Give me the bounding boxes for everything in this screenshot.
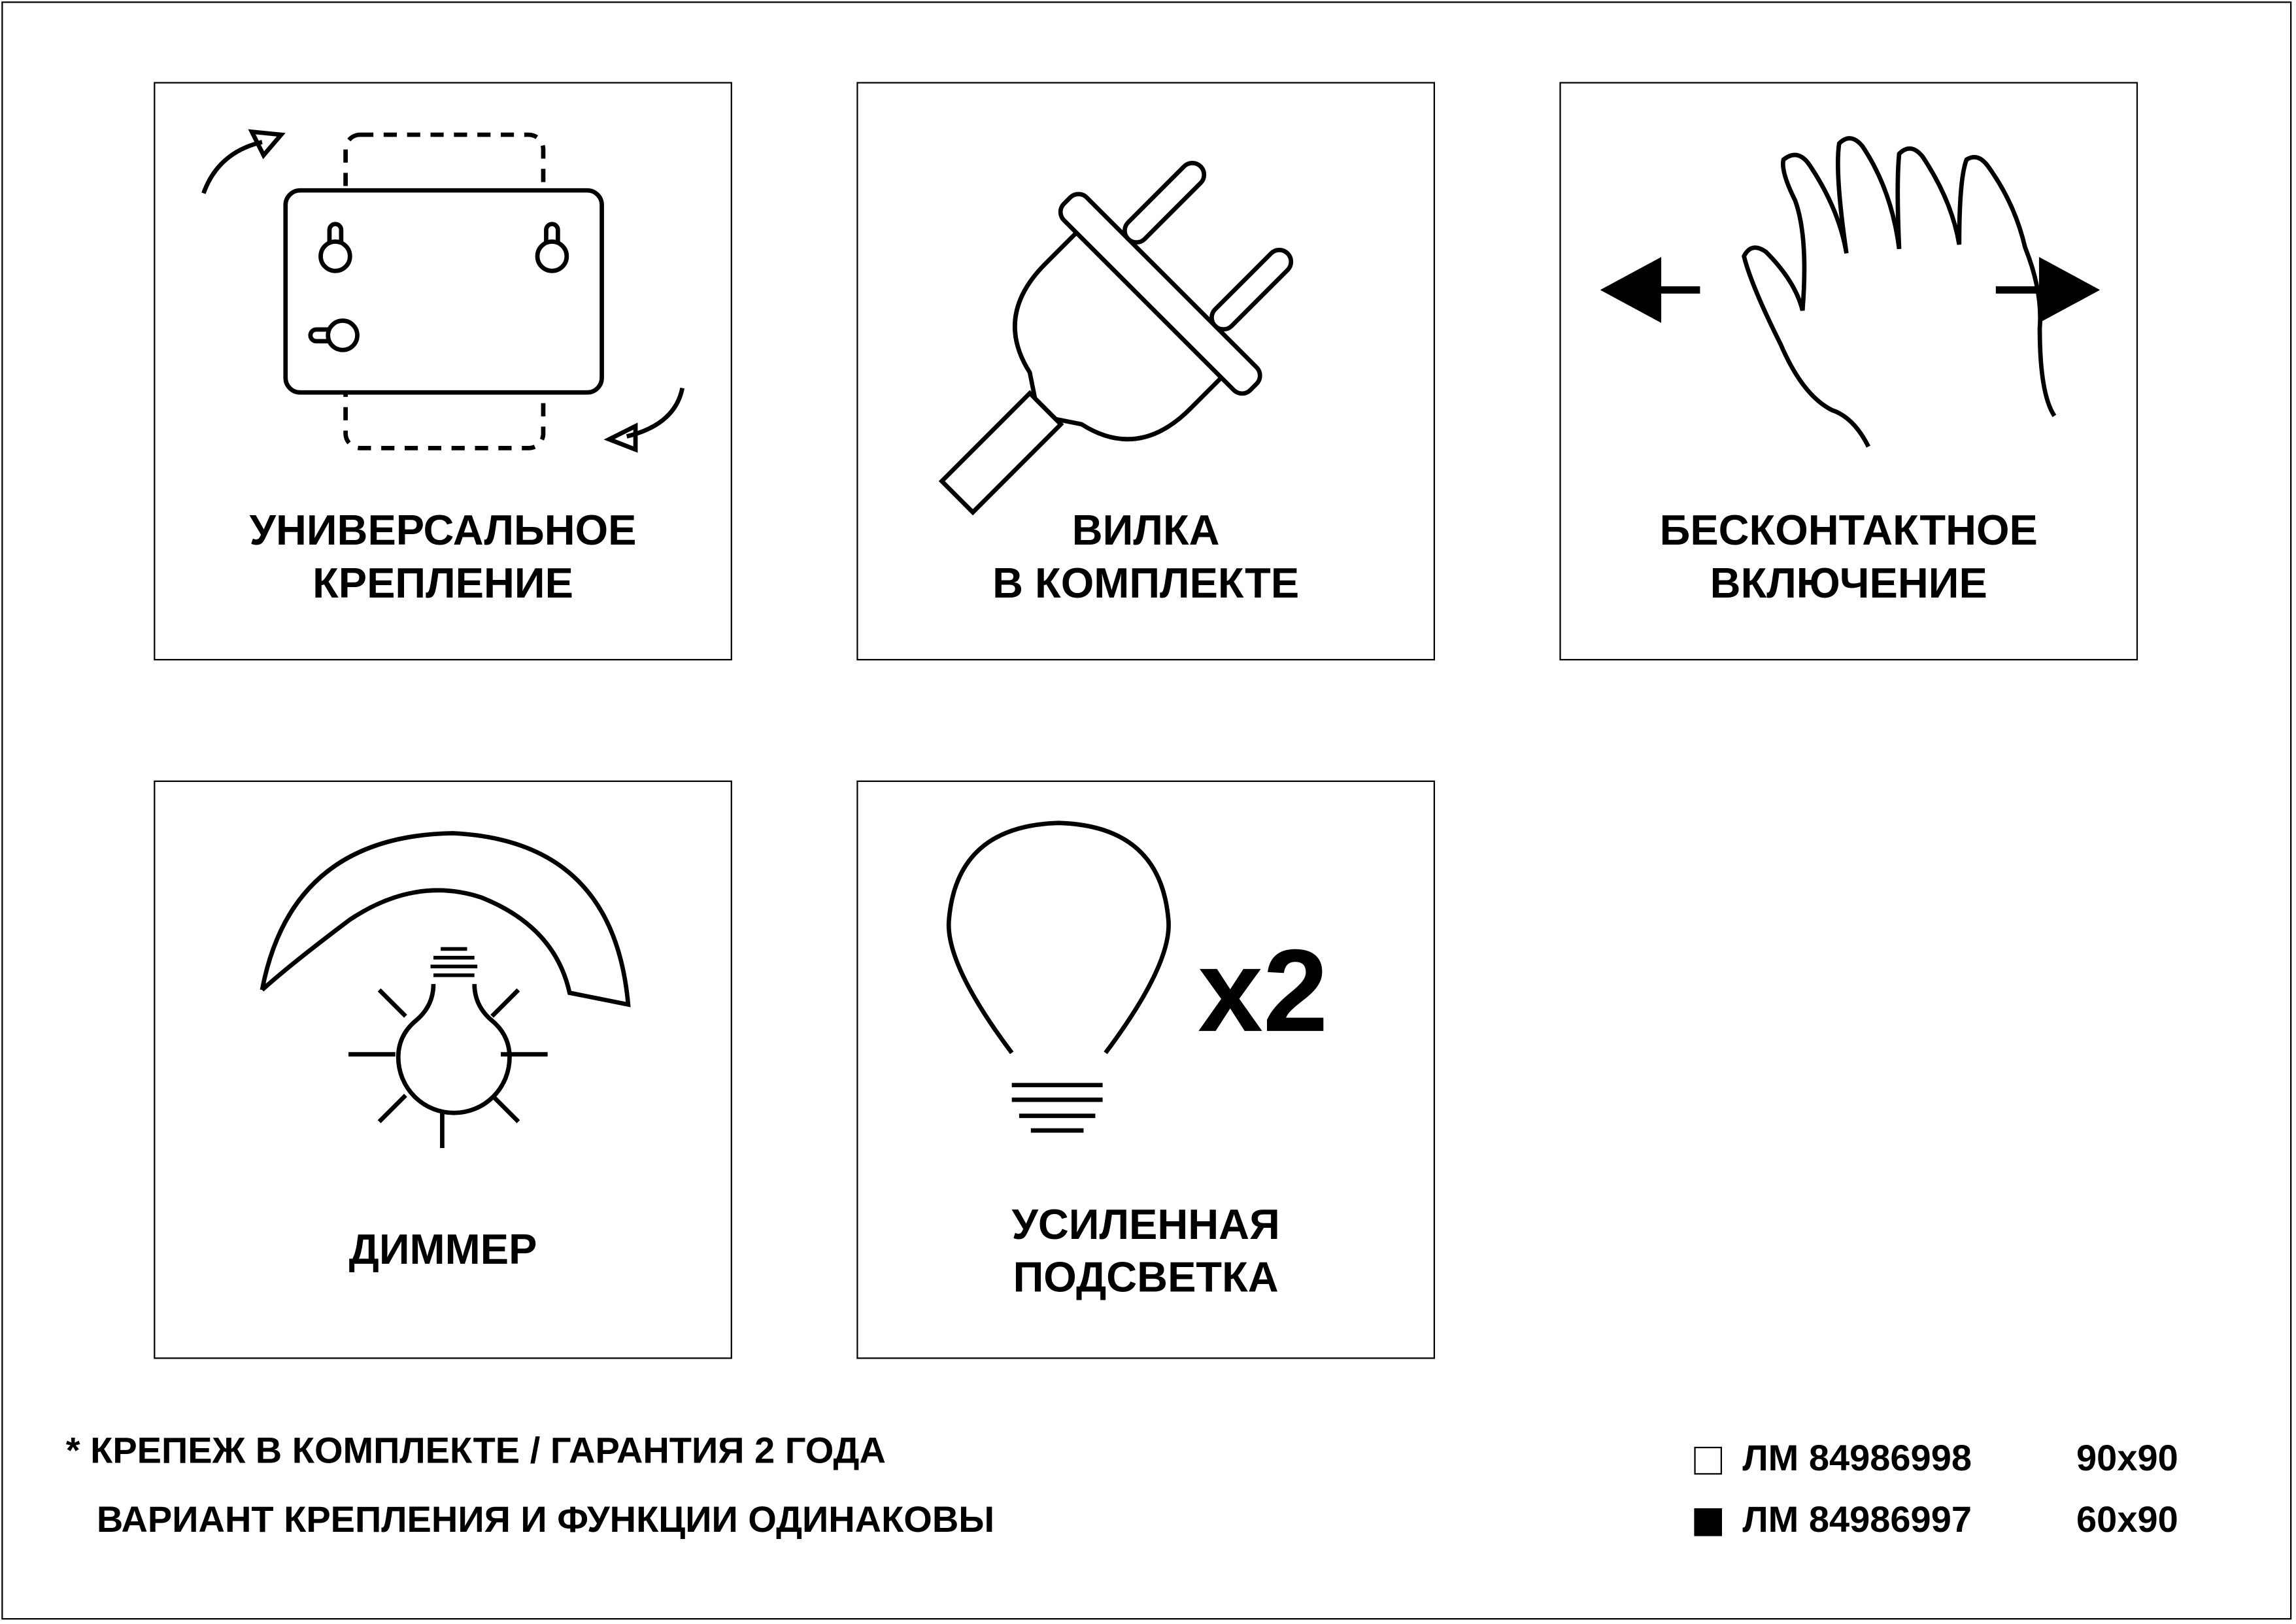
multiplier-badge: x2 bbox=[1198, 925, 1328, 1056]
feature-touchless bbox=[1559, 82, 2138, 660]
note-line1: * КРЕПЕЖ В КОМПЛЕКТЕ / ГАРАНТИЯ 2 ГОДА bbox=[65, 1430, 886, 1472]
feature-dimmer bbox=[154, 781, 732, 1359]
feature-universal-mount bbox=[154, 82, 732, 660]
model-code: ЛМ 84986997 bbox=[1742, 1499, 1972, 1541]
feature-label-line1: УСИЛЕННАЯ bbox=[1011, 1202, 1280, 1249]
feature-label-line1: УНИВЕРСАЛЬНОЕ bbox=[249, 508, 637, 555]
feature-label-line1: БЕСКОНТАКТНОЕ bbox=[1659, 508, 2038, 555]
feature-label-line2: ПОДСВЕТКА bbox=[1013, 1255, 1279, 1302]
model-size: 60x90 bbox=[2076, 1499, 2178, 1541]
feature-label-line2: КРЕПЛЕНИЕ bbox=[312, 560, 573, 608]
black-swatch bbox=[1694, 1508, 1722, 1536]
model-code: ЛМ 84986998 bbox=[1742, 1438, 1972, 1480]
note-line2: ВАРИАНТ КРЕПЛЕНИЯ И ФУНКЦИИ ОДИНАКОВЫ bbox=[96, 1499, 995, 1541]
feature-plug bbox=[856, 82, 1435, 660]
feature-label-line2: ВКЛЮЧЕНИЕ bbox=[1710, 560, 1987, 608]
white-swatch bbox=[1694, 1447, 1722, 1475]
feature-enhanced-light bbox=[856, 781, 1435, 1359]
model-size: 90x90 bbox=[2076, 1438, 2178, 1480]
feature-label-line1: ВИЛКА bbox=[1072, 508, 1220, 555]
feature-label-line1: ДИММЕР bbox=[348, 1226, 537, 1274]
feature-label-line2: В КОМПЛЕКТЕ bbox=[992, 560, 1300, 608]
